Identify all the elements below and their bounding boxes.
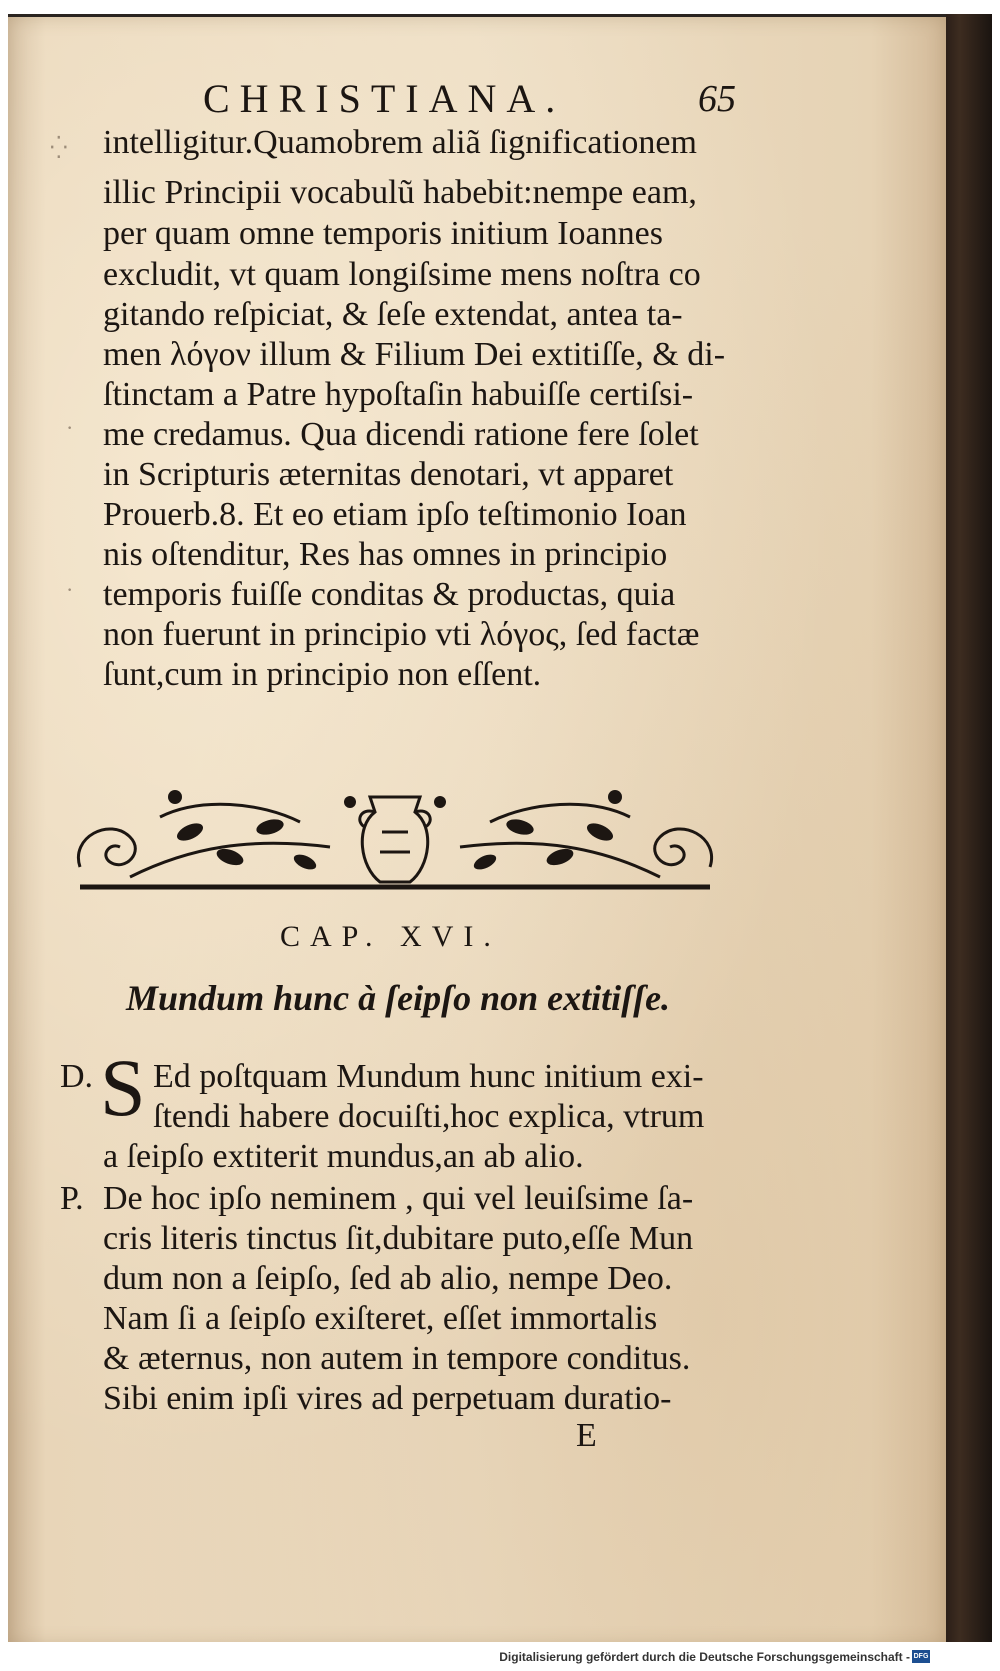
- speaker-label-p: P.: [60, 1180, 84, 1217]
- digitization-footer: [0, 1642, 1000, 1671]
- dialogue-line: De hoc ipſo neminem , qui vel leuiſsime ſa-: [103, 1180, 694, 1217]
- dialogue-line: & æternus, non autem in tempore conditus.: [103, 1340, 691, 1377]
- body-line: excludit, vt quam longiſsime mens noſtra co: [103, 256, 701, 293]
- body-line: per quam omne temporis initium Ioannes: [103, 215, 663, 252]
- body-line: me credamus. Qua dicendi ratione fere ſolet: [103, 416, 699, 453]
- body-line: intelligitur.Quamobrem aliã ſignificationem: [103, 124, 697, 161]
- body-line: nis oſtenditur, Res has omnes in principio: [103, 536, 668, 573]
- body-line: gitando reſpiciat, & ſeſe extendat, antea ta-: [103, 296, 683, 333]
- body-line: in Scripturis æternitas denotari, vt apparet: [103, 456, 674, 493]
- dialogue-line: Sibi enim ipſi vires ad perpetuam duratio-: [103, 1380, 672, 1417]
- chapter-title: Mundum hunc à ſeipſo non extitiſſe.: [126, 978, 671, 1018]
- running-head: CHRISTIANA.: [203, 76, 566, 121]
- drop-cap: S: [100, 1042, 146, 1133]
- body-line: men λόγον illum & Filium Dei extitiſſe, & di-: [103, 336, 726, 373]
- dialogue-line: Nam ſi a ſeipſo exiſteret, eſſet immortalis: [103, 1300, 658, 1337]
- margin-mark: ·: [66, 577, 74, 602]
- dialogue-line: cris literis tinctus ſit,dubitare puto,eſſe Mun: [103, 1220, 694, 1257]
- headpiece-ornament-icon: [70, 777, 720, 907]
- margin-mark: ·: [66, 415, 74, 440]
- body-line: ſunt,cum in principio non eſſent.: [103, 656, 542, 693]
- dialogue-line: Ed poſtquam Mundum hunc initium exi-: [153, 1058, 704, 1095]
- body-line: Prouerb.8. Et eo etiam ipſo teſtimonio Ioan: [103, 496, 687, 533]
- dfg-logo-icon: DFG: [912, 1650, 930, 1663]
- book-binding-edge: [946, 14, 992, 1642]
- dialogue-line: ſtendi habere docuiſti,hoc explica, vtrum: [153, 1098, 705, 1135]
- book-page: [8, 14, 946, 1645]
- dialogue-line: a ſeipſo extiterit mundus,an ab alio.: [103, 1138, 584, 1175]
- speaker-label-d: D.: [60, 1058, 94, 1095]
- chapter-number: CAP. XVI.: [280, 920, 501, 953]
- body-line: ſtinctam a Patre hypoſtaſin habuiſſe certiſsi-: [103, 376, 694, 413]
- dialogue-line: dum non a ſeipſo, ſed ab alio, nempe Deo.: [103, 1260, 673, 1297]
- page-number: 65: [698, 78, 736, 120]
- body-line: temporis fuiſſe conditas & productas, quia: [103, 576, 676, 613]
- body-line: illic Principii vocabulũ habebit:nempe eam,: [103, 174, 697, 211]
- margin-mark: ⁛: [50, 135, 68, 160]
- footer-credit: Digitalisierung gefördert durch die Deutsche Forschungsgemeinschaft -: [499, 1650, 910, 1664]
- body-line: non fuerunt in principio vti λόγος, ſed factæ: [103, 616, 700, 653]
- catchword-signature: E: [576, 1417, 597, 1454]
